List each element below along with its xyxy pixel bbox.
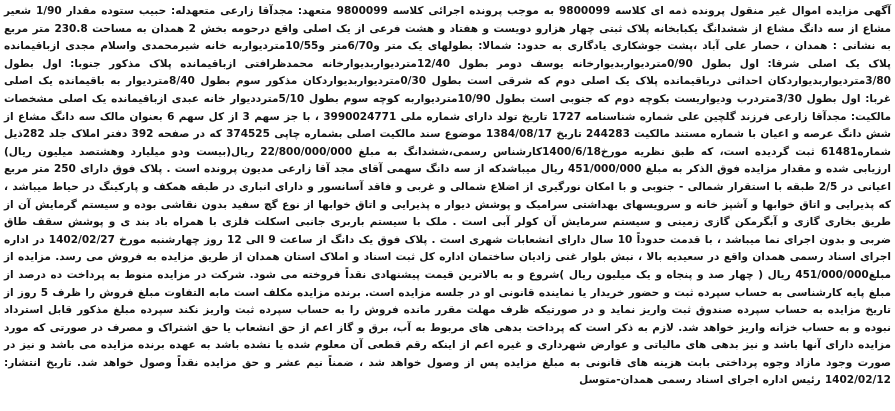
notice-text: آگهی مزایده اموال غیر منقول پرونده ذمه ای کلاسه 9800099 به موجب پرونده اجرائی کلاسه 9800099 متعهد: مجدآقا زارعی متعهدله: حبیب ستوده مقدار 1/90 شعیر مشاع از سه دانگ مشاع از ششدانگ یکبابخانه پلاک ثبتی چهار هزارو دویست و هفتاد و هشت فرعی از یک اصلی واقع درحومه بخش 2 همدان به مساحت 230.8 متر مربع به نشانی : همدان ، حصار علی آباد ،پشت جوشکاری یادگاری به حدود: شمالا: بطولهای یک متر و6/70متر و10/55متردیواربه خانه شیرمحمدی واسلام مجدی ازباقیمانده پلاک یک اصلی شرقا: اول بطول 0/90متردیواربدیوارخانه یوسف دومر بطول 12/40متردیواربدیوارخانه محمدظرافتی ازباقیمانده پلاک مذکور جنوبا: اول بطول 3/80متردیواربدیواردکان احداثی درباقیمانده پلاک یک اصلی دوم که شرقی است بطول 0/30متردیواربدیواردکان مذکور سوم بطول 8/40متردیوار به باقیمانده یک اصلی غربا: اول بطول 3/30متردرب ودیواریست بکوچه دوم که جنوبی است بطول 10/90متردیواربه کوچه سوم بطول 5/10مترددیوار خانه عبدی ازباقیمانده یک اصلی مشخصات مالکیت: مجدآقا زارعی فرزند گلچین علی شماره شناسنامه 1727 تاریخ تولد دارای شماره ملی 3990024771 ، با جز سهم 3 از کل سهم 6 بعنوان مالک سه دانگ مشاع از شش دانگ عرصه و اعیان با شماره مستند مالکیت 244283 تاریخ 1384/08/17 موضوع سند مالکیت اصلی بشماره چاپی 374525 که در صفحه 392 دفتر املاک جلد 282ذیل شماره61481 ثبت گردیده است، که طبق نظریه مورخ1400/6/18کارشناس رسمی،ششدانگ به مبلغ 22/800/000/000 ریال(بیست ودو میلیارد وهشتصد میلیون ریال) ارزیابی شده و مقدار مزایده فوق الذکر به مبلغ 451/000/000 ریال میباشدکه از سه دانگ سهمی آقای مجد آقا زارعی مدیون پرونده است . پلاک فوق دارای 250 متر مربع اعیانی در 2/5 طبقه با استقرار شمالی - جنوبی و با امکان نورگیری از اضلاع شمالی و غربی و فاقد آسانسور و دارای انباری در طبقه همکف و پارکینگ در حیاط میباشد ، که پذیرایی و اتاق خوابها و آشپز خانه و سرویسهای بهداشتی سرامیک و پوشش دیوار ه پذیرایی و اتاق خوابها از نوع گچ سفید بدون نقاشی بوده و سیستم گرمایش آن از طریق بخاری گازی و آبگرمکن گازی زمینی و سیستم سرمایش آن کولر آبی است . ملک با سیستم باربری جانبی اسکلت فلزی با همراه باد بند ی و پوشش سقف طاق ضربی و بدون اجرای نما میباشد ، با قدمت حدوداً 10 سال دارای انشعابات شهری است . پلاک فوق یک دانگ از ساعت 9 الی 12 روز چهارشنبه مورخ 1402/02/27 در اداره اجرای اسناد رسمی همدان واقع در سعیدیه بالا ، نبش بلوار غنی زادیان ساختمان اداره کل ثبت اسناد و املاک استان همدان از طریق مزایده به فروش می رسد. مزایده از مبلغ451/000/000 ریال ( چهار صد و پنجاه و یک میلیون ریال )شروع و به بالاترین قیمت پیشنهادی نقداً فروخته می شود. شرکت در مزایده منوط به پرداخت ده درصد از مبلغ پایه کارشناسی به حساب سپرده ثبت و حضور خریدار یا نماینده قانونی او در جلسه مزایده است. برنده مزایده مکلف است مابه التفاوت مبلغ فروش را ظرف 5 روز از تاریخ مزایده به حساب سپرده صندوق ثبت واریز نماید و در صورتیکه ظرف مهلت مقرر مانده فروش را به حساب سپرده ثبت واریز نکند سپرده مبلغ مذکور قابل استرداد نبوده و به حساب خزانه واریز خواهد شد. لازم به ذکر است که پرداخت بدهی های مربوط به آب، برق و گاز اعم از حق انشعاب یا حق اشتراک و مصرف در صورتی که مورد مزایده دارای آنها باشد و نیز بدهی های مالیاتی و عوارض شهرداری و غیره اعم از اینکه رقم قطعی آن معلوم شده یا نشده باشد به عهده برنده مزایده می باشد و نیز در صورت وجود مازاد وجوه پرداختی بابت هزینه های قانونی به مبلغ مزایده پس از وصول خواهد شد ، ضمناً نیم عشر و حق مزایده نقداً وصول خواهد شد. تاریخ انتشار: 1402/02/12 رئیس اداره اجرای اسناد رسمی همدان-متوسل (4, 5, 892, 387)
